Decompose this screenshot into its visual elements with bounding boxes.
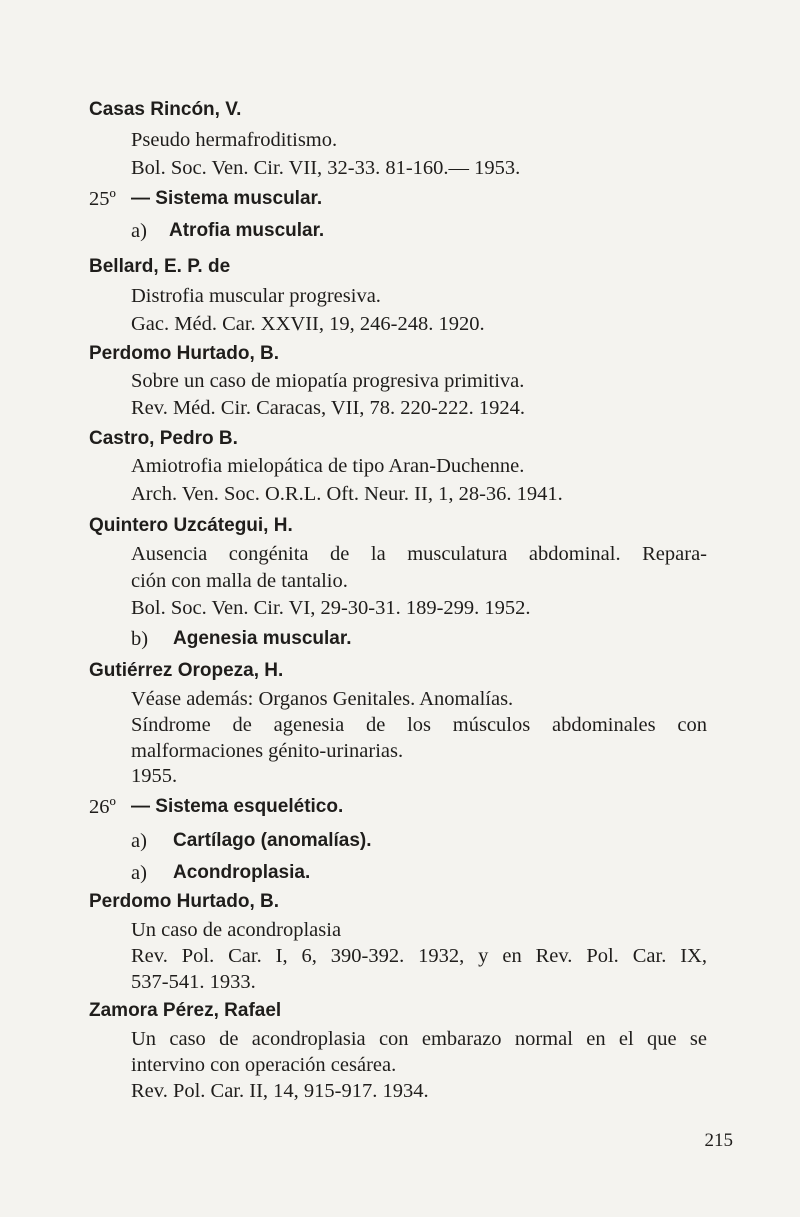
entry-citation: 537-541. 1933. (131, 971, 256, 993)
entry-title: malformaciones génito-urinarias. (131, 740, 404, 762)
entry-title: Un caso de acondroplasia con embarazo normal en el que se (131, 1028, 707, 1050)
entry-author: Bellard, E. P. de (89, 256, 231, 277)
entry-author: Gutiérrez Oropeza, H. (89, 660, 284, 681)
entry-title: Ausencia congénita de la musculatura abdominal. Repara- (131, 543, 707, 565)
subsection-heading: Cartílago (anomalías). (173, 830, 372, 851)
section-number: 26º (89, 796, 116, 818)
section-heading: — Sistema muscular. (131, 188, 323, 209)
entry-citation: Bol. Soc. Ven. Cir. VII, 32-33. 81-160.— 1953. (131, 157, 521, 179)
entry-author: Perdomo Hurtado, B. (89, 343, 280, 364)
subsection-letter: a) (131, 220, 147, 242)
subsection-heading: Atrofia muscular. (169, 220, 325, 241)
subsection-letter: b) (131, 628, 149, 650)
entry-title: Pseudo hermafroditismo. (131, 129, 338, 151)
entry-citation: Bol. Soc. Ven. Cir. VI, 29-30-31. 189-299. 1952. (131, 597, 531, 619)
section-number: 25º (89, 188, 116, 210)
entry-title: Síndrome de agenesia de los músculos abdominales con (131, 714, 707, 736)
section-heading: — Sistema esquelético. (131, 796, 344, 817)
entry-author: Casas Rincón, V. (89, 99, 242, 120)
entry-note: Véase además: Organos Genitales. Anomalías. (131, 688, 514, 710)
subsection-heading: Agenesia muscular. (173, 628, 352, 649)
subsection-letter: a) (131, 830, 147, 852)
entry-citation: Rev. Pol. Car. I, 6, 390-392. 1932, y en Rev. Pol. Car. IX, (131, 945, 707, 967)
entry-title: ción con malla de tantalio. (131, 570, 348, 592)
entry-title: Amiotrofia mielopática de tipo Aran-Duchenne. (131, 455, 525, 477)
entry-citation: Rev. Méd. Cir. Caracas, VII, 78. 220-222. 1924. (131, 397, 525, 419)
entry-title: Distrofia muscular progresiva. (131, 285, 381, 307)
entry-author: Zamora Pérez, Rafael (89, 1000, 282, 1021)
entry-author: Castro, Pedro B. (89, 428, 238, 449)
entry-title: Un caso de acondroplasia (131, 919, 342, 941)
entry-title: Sobre un caso de miopatía progresiva primitiva. (131, 370, 525, 392)
entry-citation: Rev. Pol. Car. II, 14, 915-917. 1934. (131, 1080, 429, 1102)
subsection-letter: a) (131, 862, 147, 884)
entry-citation: Arch. Ven. Soc. O.R.L. Oft. Neur. II, 1, 28-36. 1941. (131, 483, 563, 505)
entry-author: Perdomo Hurtado, B. (89, 891, 280, 912)
entry-citation: 1955. (131, 765, 178, 787)
subsection-heading: Acondroplasia. (173, 862, 311, 883)
entry-author: Quintero Uzcátegui, H. (89, 515, 293, 536)
page-number: 215 (704, 1130, 733, 1151)
entry-title: intervino con operación cesárea. (131, 1054, 397, 1076)
entry-citation: Gac. Méd. Car. XXVII, 19, 246-248. 1920. (131, 313, 485, 335)
